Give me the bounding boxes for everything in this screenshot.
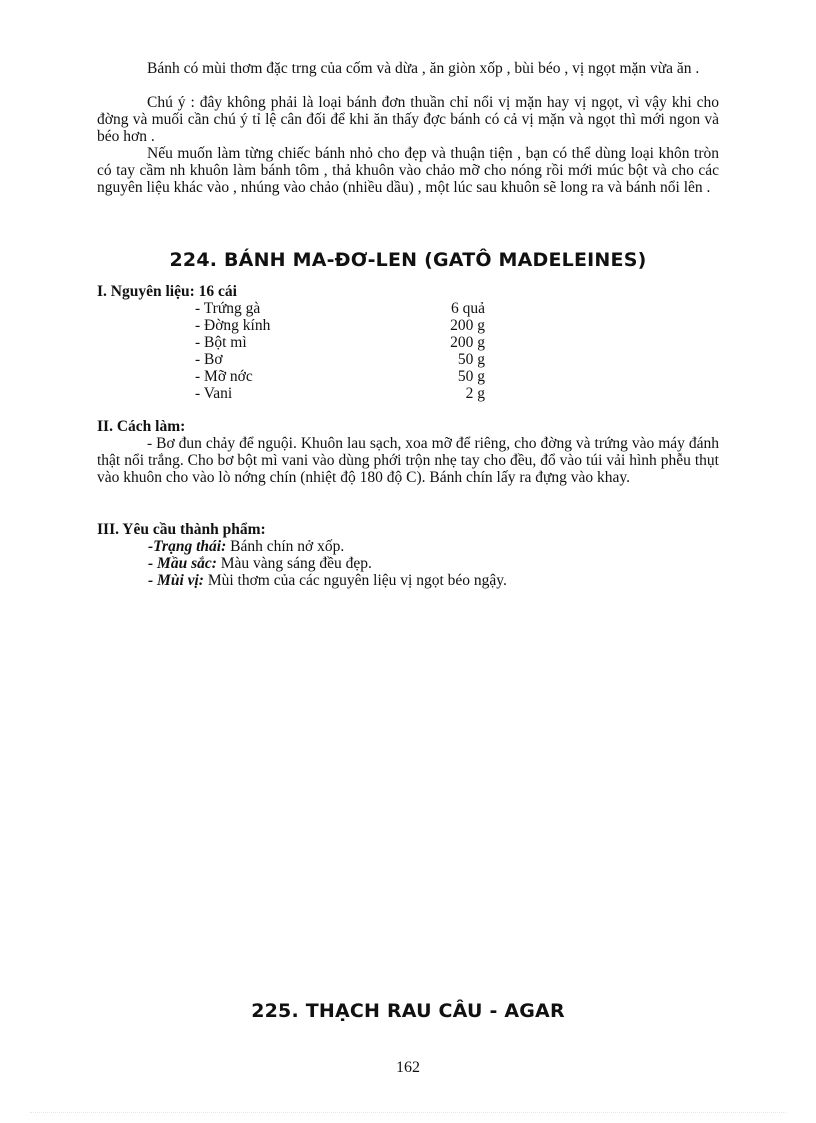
ingredient-row: [195, 300, 485, 317]
requirement-taste: [148, 572, 507, 589]
requirement-state: [148, 538, 344, 555]
ingredient-qty: 2 g: [465, 385, 485, 402]
requirement-text: Bánh chín nở xốp.: [226, 538, 345, 555]
ingredient-row: [195, 334, 485, 351]
ingredient-qty: 50 g: [457, 368, 485, 385]
ingredient-name: - Bơ: [195, 351, 223, 368]
requirement-label: -Trạng thái:: [148, 538, 227, 555]
ingredient-row: [195, 351, 485, 368]
ingredient-row: [195, 317, 485, 334]
ingredient-row: [195, 368, 485, 385]
ingredient-qty: 200 g: [450, 317, 485, 334]
ingredient-name: - Bột mì: [195, 334, 247, 351]
method-title: II. Cách làm:: [97, 418, 186, 435]
ingredient-name: - Vani: [195, 385, 233, 402]
intro-paragraph-1: Bánh có mùi thơm đặc trng của cốm và dừa , ăn giòn xốp , bùi béo , vị ngọt mặn vừa ăn .: [147, 60, 700, 77]
ingredient-name: - Trứng gà: [195, 300, 261, 317]
ingredient-name: - Mỡ nớc: [195, 368, 253, 385]
requirement-color: [148, 555, 372, 572]
intro-paragraph-2: Chú ý : đây không phải là loại bánh đơn thuần chỉ nổi vị mặn hay vị ngọt, vì vậy khi cho đờng và muối cần chú ý tỉ lệ cân đối để khi ăn thấy đợc bánh có cả vị mặn và ngọt thì mới ngon và béo hơn .: [97, 94, 719, 145]
requirement-label: - Mầu sắc:: [148, 555, 217, 572]
requirement-label: - Mùi vị:: [148, 572, 204, 589]
ingredient-qty: 6 quả: [450, 300, 485, 317]
requirement-text: Mùi thơm của các nguyên liệu vị ngọt béo ngậy.: [203, 572, 507, 589]
method-paragraph: - Bơ đun chảy để nguội. Khuôn lau sạch, xoa mỡ để riêng, cho đờng và trứng vào máy đánh thật nổi trắng. Cho bơ bột mì vani vào dùng phới trộn nhẹ tay cho đều, đổ vào túi vải hình phễu thụt vào khuôn cho vào lò nớng chín (nhiệt độ 180 độ C). Bánh chín lấy ra đựng vào khay.: [97, 435, 719, 486]
ingredients-title: I. Nguyên liệu: 16 cái: [97, 283, 237, 300]
ingredient-row: [195, 385, 485, 402]
requirements-title: III. Yêu cầu thành phẩm:: [97, 521, 266, 538]
ingredient-qty: 200 g: [450, 334, 485, 351]
page-number: 162: [396, 1059, 420, 1076]
ingredient-name: - Đờng kính: [195, 317, 271, 334]
ingredient-qty: 50 g: [457, 351, 485, 368]
requirement-text: Màu vàng sáng đều đẹp.: [216, 555, 372, 572]
recipe-224-title: 224. BÁNH MA-ĐƠ-LEN (GATÔ MADELEINES): [169, 249, 647, 271]
page-border: [30, 1112, 786, 1113]
intro-paragraph-3: Nếu muốn làm từng chiếc bánh nhỏ cho đẹp và thuận tiện , bạn có thể dùng loại khôn tròn có tay cầm nh khuôn làm bánh tôm , thả khuôn vào chảo mỡ cho nóng rồi mới múc bột và cho các nguyên liệu khác vào , nhúng vào chảo (nhiều dầu) , một lúc sau khuôn sẽ long ra và bánh nổi lên .: [97, 145, 719, 196]
ingredients-table: [195, 300, 485, 402]
recipe-225-title: 225. THẠCH RAU CÂU - AGAR: [251, 1000, 565, 1022]
